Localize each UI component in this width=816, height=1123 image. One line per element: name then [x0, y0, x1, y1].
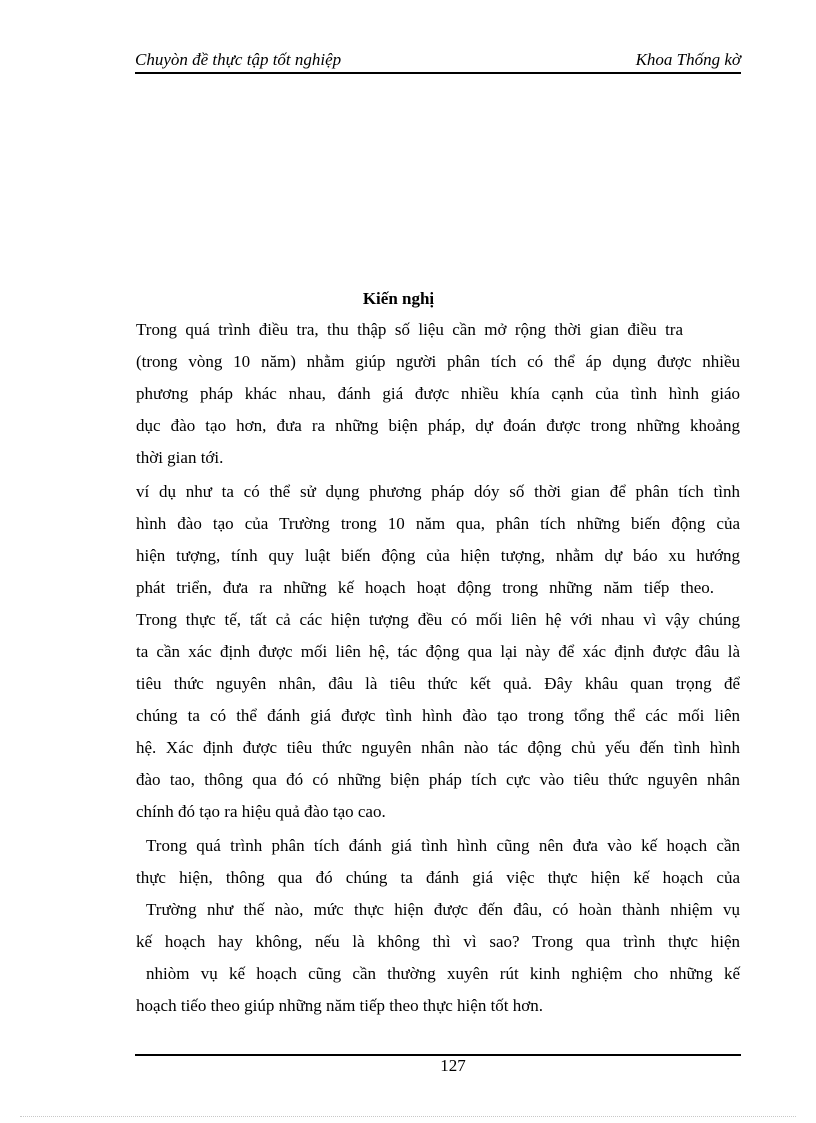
text-line: hiện tượng, tính quy luật biến động của hiện tượng, nhằm dự báo xu hướng — [136, 546, 740, 565]
page-number: 127 — [440, 1056, 466, 1075]
text-line: Trường như thế nào, mức thực hiện được đến đâu, có hoàn thành nhiệm vụ — [146, 900, 740, 919]
text-line: nhiòm vụ kế hoạch cũng cần thường xuyên rút kinh nghiệm cho những kế — [146, 964, 740, 983]
text-line: kế hoạch hay không, nếu là không thì vì sao? Trong qua trình thực hiện — [136, 932, 740, 951]
text-line: Trong thực tế, tất cả các hiện tượng đều có mối liên hệ với nhau vì vậy chúng — [136, 610, 740, 629]
text-line: hoạch tiếo theo giúp những năm tiếp theo thực hiện tốt hơn. — [136, 996, 544, 1015]
text-line: hệ. Xác định được tiêu thức nguyên nhân nào tác động chủ yếu đến tình hình — [136, 738, 740, 757]
text-line: thời gian tới. — [136, 448, 224, 467]
text-line: thực hiện, thông qua đó chúng ta đánh giá việc thực hiện kế hoạch của — [136, 868, 740, 887]
text-line: (trong vòng 10 năm) nhằm giúp người phân tích có thể áp dụng được nhiều — [136, 352, 740, 371]
text-line: Trong quá trình phân tích đánh giá tình hình cũng nên đưa vào kế hoạch cần — [146, 836, 740, 855]
text-line: dục đào tạo hơn, đưa ra những biện pháp, dự đoán được trong những khoảng — [136, 416, 740, 435]
text-line: ví dụ như ta có thể sử dụng phương pháp dóy số thời gian để phân tích tình — [136, 482, 740, 501]
header-document-title: Chuyòn đề thực tập tốt nghiệp — [135, 50, 342, 69]
text-line: phương pháp khác nhau, đánh giá được nhiều khía cạnh của tình hình giáo — [136, 384, 740, 403]
page-bottom-border — [20, 1116, 796, 1117]
text-line: ta cần xác định được mối liên hệ, tác động qua lại này để xác định được đâu là — [136, 642, 740, 661]
page-header — [135, 50, 741, 74]
text-line: Trong quá trình điều tra, thu thập số liệu cần mở rộng thời gian điều tra — [136, 320, 683, 339]
text-line: chúng ta có thể đánh giá được tình hình đào tạo trong tổng thể các mối liên — [136, 706, 740, 725]
text-line: hình đào tạo của Trường trong 10 năm qua, phân tích những biến động của — [136, 514, 740, 533]
header-department: Khoa Thống kờ — [635, 50, 741, 69]
text-line: tiêu thức nguyên nhân, đâu là tiêu thức kết quả. Đây khâu quan trọng để — [136, 674, 740, 693]
text-line: chính đó tạo ra hiệu quả đào tạo cao. — [136, 802, 386, 821]
text-line: phát triển, đưa ra những kế hoạch hoạt động trong những năm tiếp theo. — [136, 578, 714, 597]
text-line: đào tao, thông qua đó có những biện pháp tích cực vào tiêu thức nguyên nhân — [136, 770, 740, 789]
section-title: Kiến nghị — [362, 289, 435, 308]
